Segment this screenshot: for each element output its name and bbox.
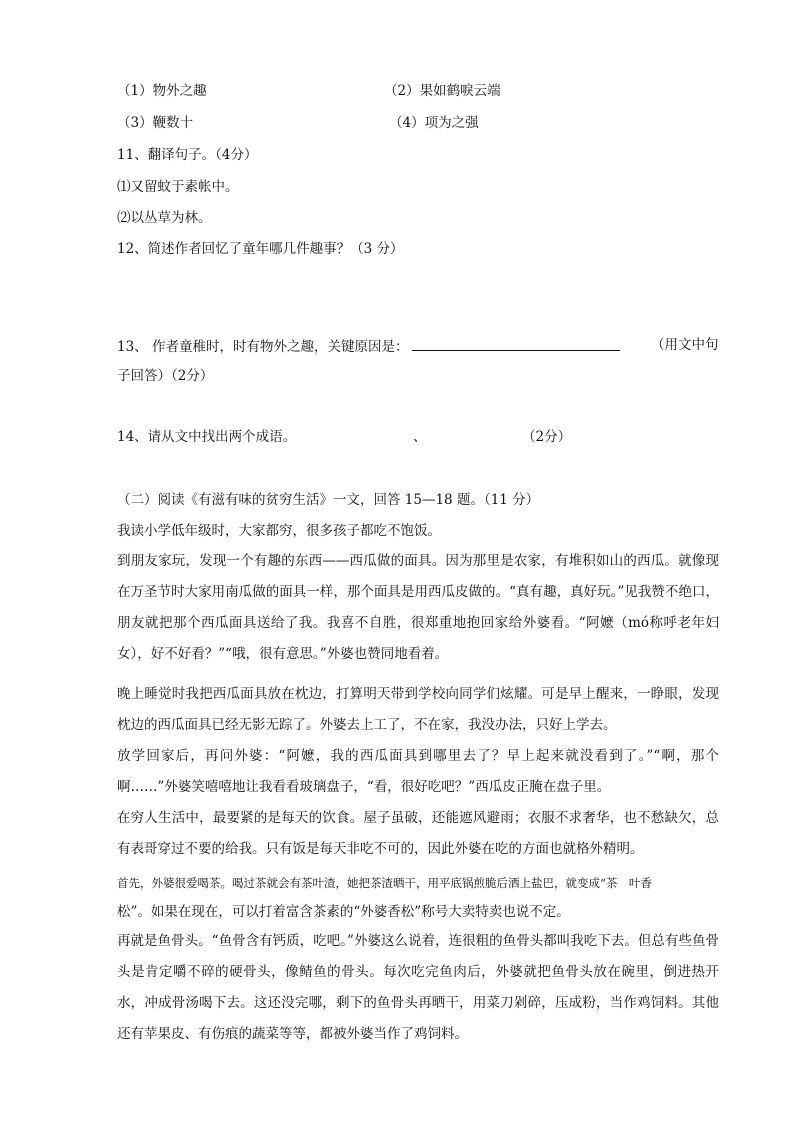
q14-text: 14、请从文中找出两个成语。 [117, 429, 297, 445]
passage-paragraph-6-line-2: 松”。如果在现在，可以打着富含茶素的“外婆香松”称号大卖特卖也说不定。 [117, 904, 570, 920]
q13-answer-blank[interactable] [412, 336, 620, 351]
passage-paragraph-4: 放学回家后，再问外婆：“阿嬷，我的西瓜面具到哪里去了？早上起来就没看到了。”“啊，那个啊……”外婆笑嘻嘻地让我看看玻璃盘子，“看，很好吃吧？”西瓜皮正腌在盘子里。 [117, 748, 719, 795]
q13-line-1 [117, 336, 624, 356]
q13-suffix: （用文中句 [651, 337, 719, 353]
q12-title: 12、简述作者回忆了童年哪几件趣事？（3 分） [117, 241, 404, 257]
q13-prefix: 13、 作者童稚时，时有物外之趣，关键原因是： [117, 339, 409, 355]
q14-score: （2分） [522, 429, 572, 445]
passage-paragraph-3: 晚上睡觉时我把西瓜面具放在枕边，打算明天带到学校向同学们炫耀。可是早上醒来，一睁眼，发现枕边的西瓜面具已经无影无踪了。外婆去上工了，不在家，我没办法，只好上学去。 [117, 686, 719, 733]
q11-title: 11、翻译句子。（4分） [117, 147, 258, 163]
passage-paragraph-5: 在穷人生活中，最要紧的是每天的饮食。屋子虽破，还能遮风避雨；衣服不求奢华，也不愁缺欠，总有表哥穿过不要的给我。只有饭是每天非吃不可的，因此外婆在吃的方面也就格外精明。 [117, 810, 719, 857]
passage-paragraph-7: 再就是鱼骨头。“鱼骨含有钙质，吃吧。”外婆这么说着，连很粗的鱼骨头都叫我吃下去。但总有些鱼骨头是肯定嚼不碎的硬骨头，像鲭鱼的骨头。每次吃完鱼肉后，外婆就把鱼骨头放在碗里，倒进热开水，冲成骨汤喝下去。这还没完哪，剩下的鱼骨头再晒干，用菜刀剁碎，压成粉，当作鸡饲料。其他还有苹果皮、有伤痕的蔬菜等等，都被外婆当作了鸡饲料。 [117, 933, 719, 1042]
q14-separator: 、 [413, 429, 427, 445]
passage-paragraph-2: 到朋友家玩，发现一个有趣的东西——西瓜做的面具。因为那里是农家，有堆积如山的西瓜。就像现在万圣节时大家用南瓜做的面具一样，那个面具是用西瓜皮做的。“真有趣，真好玩。”见我赞不绝口，朋友就把那个西瓜面具送给了我。我喜不自胜，很郑重地抱回家给外婆看。“阿嬷（mó称呼老年妇女），好不好看？”“哦，很有意思。”外婆也赞同地看着。 [117, 553, 719, 662]
section2-heading: （二）阅读《有滋有味的贫穷生活》一文，回答 15—18 题。（11 分） [117, 492, 540, 508]
q11-sentence-1: ⑴又留蚊于素帐中。 [117, 179, 239, 195]
q10-item-1: （1）物外之趣 [117, 83, 207, 99]
q13-line-2: 子回答）（2分） [117, 368, 214, 384]
q11-sentence-2: ⑵以丛草为林。 [117, 210, 212, 226]
q10-item-3: （3）鞭数十 [117, 115, 194, 131]
q10-item-4: （4）项为之强 [389, 115, 479, 131]
passage-paragraph-6-line-1: 首先，外婆很爱喝茶。喝过茶就会有茶叶渣，她把茶渣晒干，用平底锅煎脆后洒上盐巴，就变成“茶 叶香 [117, 876, 652, 890]
passage-paragraph-1: 我读小学低年级时，大家都穷，很多孩子都吃不饱饭。 [117, 523, 441, 539]
q10-item-2: （2）果如鹤唳云端 [384, 83, 501, 99]
